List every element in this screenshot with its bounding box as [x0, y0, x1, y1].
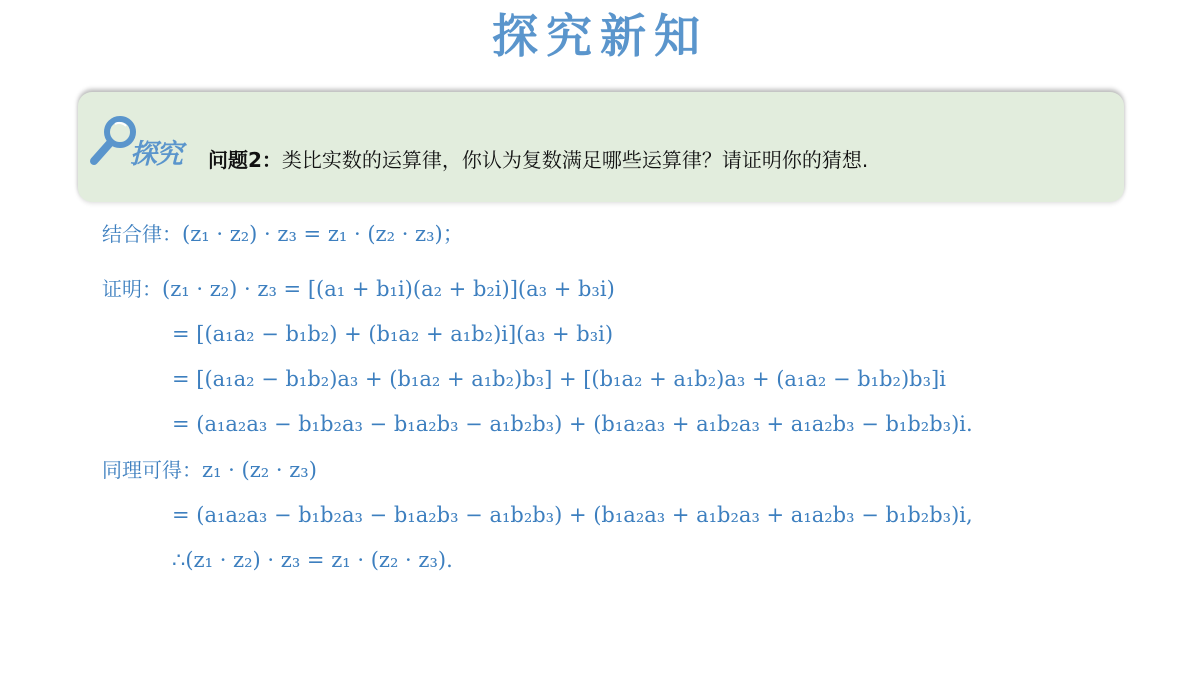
similarly-label: 同理可得： [102, 458, 202, 482]
proof-label: 证明： [102, 277, 162, 301]
associative-label: 结合律： [102, 222, 182, 246]
proof-formula-1: (z₁ · z₂) · z₃ = [(a₁ + b₁i)(a₂ + b₂i)](a₃ + b₃i) [162, 277, 615, 301]
explore-banner [78, 92, 1124, 202]
proof-line-3: = [(a₁a₂ − b₁b₂)a₃ + (b₁a₂ + a₁b₂)b₃] + [(b₁a₂ + a₁b₂)a₃ + (a₁a₂ − b₁b₂)b₃]i [172, 367, 946, 391]
conclusion-line: ∴(z₁ · z₂) · z₃ = z₁ · (z₂ · z₃). [172, 548, 453, 572]
associative-law-line [102, 219, 464, 249]
similarly-result-line: = (a₁a₂a₃ − b₁b₂a₃ − b₁a₂b₃ − a₁b₂b₃) + (b₁a₂a₃ + a₁b₂a₃ + a₁a₂b₃ − b₁b₂b₃)i, [172, 503, 973, 527]
similarly-line [102, 455, 317, 485]
proof-line-2: = [(a₁a₂ − b₁b₂) + (b₁a₂ + a₁b₂)i](a₃ + b₃i) [172, 322, 614, 346]
question-body: 类比实数的运算律，你认为复数满足哪些运算律？请证明你的猜想. [281, 148, 869, 172]
explore-label: 探究 [130, 139, 182, 170]
question-text [208, 144, 868, 173]
similarly-formula: z₁ · (z₂ · z₃) [202, 458, 317, 482]
proof-line-1 [102, 274, 615, 304]
associative-formula: (z₁ · z₂) · z₃ = z₁ · (z₂ · z₃)； [182, 222, 464, 246]
page-title: 探究新知 [492, 9, 708, 63]
proof-line-4: = (a₁a₂a₃ − b₁b₂a₃ − b₁a₂b₃ − a₁b₂b₃) + (b₁a₂a₃ + a₁b₂a₃ + a₁a₂b₃ − b₁b₂b₃)i. [172, 412, 973, 436]
question-label: 问题2： [208, 148, 282, 172]
